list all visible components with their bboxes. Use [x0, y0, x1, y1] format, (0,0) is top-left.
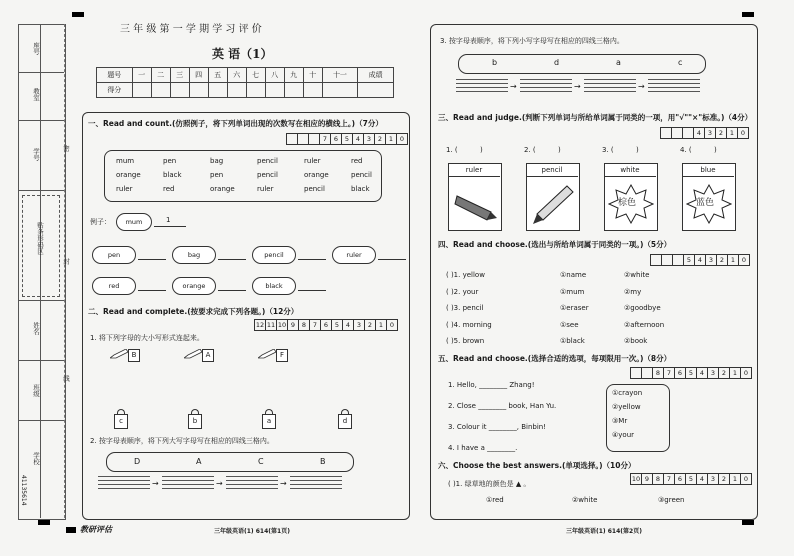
- score-box[interactable]: 9: [641, 474, 652, 484]
- score-box[interactable]: 0: [386, 320, 397, 330]
- score-table-entry-cell[interactable]: [170, 83, 189, 98]
- example-answer: 1: [166, 216, 171, 224]
- score-box[interactable]: 6: [674, 474, 685, 484]
- fill-option: ④your: [612, 431, 635, 439]
- example-cloud: mum: [116, 213, 152, 231]
- score-table-entry-cell[interactable]: [322, 83, 358, 98]
- word-cell: pen: [210, 171, 224, 179]
- score-box[interactable]: 1: [729, 474, 740, 484]
- score-box[interactable]: 0: [396, 134, 407, 144]
- score-table-header-cell: 七: [246, 68, 265, 83]
- judge-word: white: [620, 166, 640, 174]
- word-cell: pencil: [351, 171, 372, 179]
- exam-title: 三 年 级 第 一 学 期 学 习 评 价: [120, 24, 262, 35]
- section6-score-boxes: [630, 473, 752, 485]
- lowercase-lock[interactable]: d: [338, 414, 352, 429]
- score-box[interactable]: 8: [298, 320, 309, 330]
- arrow-icon: →: [510, 82, 517, 91]
- name-label: 姓名: [32, 322, 40, 335]
- score-box[interactable]: 4: [696, 368, 707, 378]
- score-box[interactable]: 4: [342, 320, 353, 330]
- word-cell: orange: [210, 185, 235, 193]
- word-cell: black: [163, 171, 182, 179]
- color-word-cn: 棕色: [618, 198, 637, 208]
- score-box[interactable]: 7: [663, 368, 674, 378]
- word-cloud: ruler: [332, 246, 376, 264]
- choice-question[interactable]: ( )5. brown: [446, 337, 485, 345]
- choice-option-b[interactable]: ②white: [624, 271, 650, 279]
- score-box[interactable]: [651, 255, 661, 265]
- mc-option[interactable]: ①red: [486, 496, 504, 504]
- score-table-entry-cell[interactable]: [358, 83, 394, 98]
- score-box[interactable]: 2: [718, 474, 729, 484]
- paper-code: 41135614: [20, 475, 27, 506]
- choice-question[interactable]: ( )2. your: [446, 287, 479, 296]
- score-table-entry-cell[interactable]: [284, 83, 303, 98]
- footer-right-page: 三年级英语(1) 614(第2页): [566, 528, 642, 535]
- judge-close: ): [480, 146, 483, 154]
- section4-score-boxes: [650, 254, 750, 266]
- score-box[interactable]: 2: [374, 134, 385, 144]
- registration-mark: [72, 12, 84, 17]
- banner-letter: b: [492, 58, 498, 67]
- example-label: 例子：: [90, 218, 111, 226]
- score-table-row-label: 得分: [97, 83, 133, 98]
- four-line-grid[interactable]: [162, 476, 214, 492]
- word-cell: black: [351, 185, 370, 193]
- section2-score-boxes: [254, 319, 398, 331]
- choice-option-a[interactable]: ①eraser: [560, 304, 589, 312]
- seal-mark: 密: [62, 145, 70, 152]
- answer-line[interactable]: [138, 290, 166, 291]
- score-box[interactable]: 3: [705, 255, 716, 265]
- score-box[interactable]: 7: [319, 134, 330, 144]
- score-box[interactable]: 10: [631, 475, 641, 483]
- score-table-header-cell: 十: [303, 68, 322, 83]
- color-word-cn: 蓝色: [696, 198, 715, 208]
- banner-letter: a: [616, 58, 621, 67]
- section3-score-boxes: [660, 127, 749, 139]
- crayon-icon: [453, 184, 497, 224]
- score-table-entry-cell[interactable]: [227, 83, 246, 98]
- four-line-grid[interactable]: [648, 79, 700, 95]
- score-box[interactable]: 0: [740, 368, 751, 378]
- score-box[interactable]: 5: [683, 255, 694, 265]
- seal-mark: 线: [62, 375, 70, 382]
- answer-line[interactable]: [378, 259, 406, 260]
- fill-option: ②yellow: [612, 403, 641, 411]
- score-box[interactable]: 0: [740, 474, 751, 484]
- section2-q2: 2. 按字母表顺序，将下列大写字母写在相应的四线三格内。: [90, 437, 274, 445]
- judge-word: blue: [700, 166, 716, 174]
- score-box[interactable]: 3: [707, 474, 718, 484]
- arrow-icon: →: [216, 479, 223, 488]
- score-box[interactable]: 4: [693, 128, 704, 138]
- score-table-entry-cell[interactable]: [303, 83, 322, 98]
- score-box[interactable]: 3: [704, 128, 715, 138]
- fill-question[interactable]: 1. Hello, ________ Zhang!: [448, 381, 535, 389]
- score-box[interactable]: [631, 368, 641, 378]
- score-box[interactable]: 6: [320, 320, 331, 330]
- score-box[interactable]: 7: [663, 474, 674, 484]
- class-label: 班级: [32, 384, 40, 397]
- word-cloud: black: [252, 277, 296, 295]
- barcode-label: 贴条形码区: [36, 222, 44, 255]
- word-cell: orange: [116, 171, 141, 179]
- banner-letter: B: [320, 457, 326, 466]
- uppercase-letter-card[interactable]: B: [128, 349, 140, 362]
- word-cell: red: [351, 157, 363, 165]
- score-box[interactable]: 3: [707, 368, 718, 378]
- section6-title: 六、Choose the best answers.(单项选择。)（10分）: [438, 461, 636, 470]
- banner-letter: D: [134, 457, 141, 466]
- score-box[interactable]: [287, 134, 297, 144]
- score-box[interactable]: [661, 128, 671, 138]
- score-table-header-cell: 五: [208, 68, 227, 83]
- word-cell: ruler: [304, 157, 321, 165]
- judge-number[interactable]: 2. (: [524, 146, 536, 154]
- uppercase-letter-card[interactable]: F: [276, 349, 288, 362]
- judge-word: ruler: [465, 166, 483, 174]
- score-box[interactable]: [682, 128, 693, 138]
- classroom-label: 教室: [32, 88, 40, 101]
- subject-title: 英 语（1）: [212, 47, 273, 61]
- card-divider: [448, 176, 500, 177]
- score-box[interactable]: 4: [694, 255, 705, 265]
- word-cell: pencil: [257, 171, 278, 179]
- score-table-entry-cell[interactable]: [132, 83, 151, 98]
- word-cloud: pencil: [252, 246, 296, 264]
- score-table-header-cell: 九: [284, 68, 303, 83]
- registration-mark: [742, 12, 754, 17]
- student-id-label: 学号: [32, 148, 40, 161]
- score-box[interactable]: 8: [652, 474, 663, 484]
- score-table-header-cell: 十一: [322, 68, 358, 83]
- score-table-header-cell: 题号: [97, 68, 133, 83]
- word-cell: pencil: [304, 185, 325, 193]
- score-table-entry-cell[interactable]: [265, 83, 284, 98]
- score-box[interactable]: 9: [287, 320, 298, 330]
- fill-question[interactable]: 3. Colour it ________, Binbin!: [448, 423, 547, 431]
- choice-option-a[interactable]: ①black: [560, 337, 585, 345]
- score-box[interactable]: 1: [727, 255, 738, 265]
- judge-close: ): [558, 146, 561, 154]
- word-grid: [104, 150, 382, 202]
- judge-number[interactable]: 3. (: [602, 146, 614, 154]
- score-table-header-cell: 二: [151, 68, 170, 83]
- four-line-grid[interactable]: [584, 79, 636, 95]
- choice-option-a[interactable]: ①name: [560, 271, 587, 279]
- section5-score-boxes: [630, 367, 752, 379]
- score-box[interactable]: [297, 134, 308, 144]
- section4-title: 四、Read and choose.(选出与所给单词属于同类的一项。)（5分）: [438, 240, 672, 249]
- section3-title: 三、Read and judge.(判断下列单词与所给单词属于同类的一项，用"√""×"标准。)（4分）: [438, 113, 753, 122]
- score-box[interactable]: 1: [729, 368, 740, 378]
- word-cell: ruler: [116, 185, 133, 193]
- choice-option-b[interactable]: ②my: [624, 287, 642, 296]
- lowercase-lock[interactable]: a: [262, 414, 276, 429]
- footer-brand: 教研评估: [80, 525, 112, 534]
- choice-question[interactable]: ( )3. pencil: [446, 304, 484, 312]
- word-cell: mum: [116, 157, 135, 165]
- footer-left-page: 三年级英语(1) 614(第1页): [214, 528, 290, 535]
- fill-question[interactable]: 4. I have a ________.: [448, 444, 518, 452]
- score-box[interactable]: 10: [277, 321, 287, 329]
- score-box[interactable]: 4: [352, 134, 363, 144]
- score-box[interactable]: [661, 255, 672, 265]
- word-cloud: orange: [172, 277, 216, 295]
- score-box[interactable]: [641, 368, 652, 378]
- choice-option-a[interactable]: ①see: [560, 320, 579, 329]
- word-cell: orange: [304, 171, 329, 179]
- card-divider: [526, 176, 578, 177]
- banner-letter: A: [196, 457, 202, 466]
- section5-title: 五、Read and choose.(选择合适的选项，每项限用一次。)（8分）: [438, 354, 672, 363]
- judge-close: ): [714, 146, 717, 154]
- registration-mark: [38, 520, 50, 525]
- score-box[interactable]: 12: [255, 321, 265, 329]
- section1-score-boxes: [286, 133, 408, 145]
- arrow-icon: →: [638, 82, 645, 91]
- score-box[interactable]: 7: [309, 320, 320, 330]
- score-box[interactable]: [308, 134, 319, 144]
- score-box[interactable]: 8: [652, 368, 663, 378]
- answer-line[interactable]: [218, 259, 246, 260]
- pencil-icon: [110, 349, 128, 359]
- four-line-grid[interactable]: [226, 476, 278, 492]
- score-table-entry-cell[interactable]: [189, 83, 208, 98]
- score-box[interactable]: 1: [726, 128, 737, 138]
- score-box[interactable]: 5: [331, 320, 342, 330]
- fill-option: ①crayon: [612, 389, 643, 397]
- word-cell: pencil: [257, 157, 278, 165]
- choice-option-a[interactable]: ①mum: [560, 287, 585, 296]
- score-box[interactable]: 5: [685, 474, 696, 484]
- judge-number[interactable]: 1. (: [446, 146, 458, 154]
- score-box[interactable]: 5: [685, 368, 696, 378]
- word-cloud: bag: [172, 246, 216, 264]
- score-box[interactable]: 11: [266, 321, 276, 329]
- card-divider: [682, 176, 734, 177]
- card-divider: [604, 176, 656, 177]
- score-box[interactable]: 6: [674, 368, 685, 378]
- word-cloud: red: [92, 277, 136, 295]
- banner-letter: c: [678, 58, 683, 67]
- section6-q1: ( )1. 绿草地的颜色是 ▲ 。: [448, 480, 531, 488]
- score-table-header-cell: 一: [132, 68, 151, 83]
- score-table-header-cell: 八: [265, 68, 284, 83]
- score-box[interactable]: 3: [363, 134, 374, 144]
- score-table-entry-cell[interactable]: [208, 83, 227, 98]
- four-line-grid[interactable]: [98, 476, 150, 492]
- answer-line[interactable]: [138, 259, 166, 260]
- answer-line[interactable]: [298, 290, 326, 291]
- school-label: 学校: [32, 452, 40, 465]
- right-q3: 3. 按字母表顺序，将下列小写字母写在相应的四线三格内。: [440, 37, 624, 45]
- judge-close: ): [636, 146, 639, 154]
- mc-option[interactable]: ②white: [572, 496, 598, 504]
- pencil-icon: [258, 349, 276, 359]
- score-table-header-cell: 成绩: [358, 68, 394, 83]
- judge-word: pencil: [541, 166, 563, 174]
- section2-q1: 1. 将下列字母的大小写形式连起来。: [90, 334, 204, 342]
- score-box[interactable]: 2: [364, 320, 375, 330]
- uppercase-letter-card[interactable]: A: [202, 349, 214, 362]
- choice-option-b[interactable]: ②goodbye: [624, 304, 661, 312]
- score-table-header-cell: 六: [227, 68, 246, 83]
- choice-option-b[interactable]: ②afternoon: [624, 320, 665, 329]
- score-table: [96, 67, 394, 98]
- fill-option: ③Mr: [612, 417, 628, 425]
- answer-line[interactable]: [218, 290, 246, 291]
- letter-banner: [106, 452, 354, 472]
- score-box[interactable]: 2: [718, 368, 729, 378]
- arrow-icon: →: [280, 479, 287, 488]
- fill-question[interactable]: 2. Close ________ book, Han Yu.: [448, 402, 557, 410]
- pencil-icon: [531, 184, 575, 224]
- score-table-entry-cell[interactable]: [246, 83, 265, 98]
- score-box[interactable]: 3: [353, 320, 364, 330]
- word-cell: red: [163, 185, 175, 193]
- score-box[interactable]: 0: [738, 255, 749, 265]
- choice-question[interactable]: ( )1. yellow: [446, 271, 485, 279]
- arrow-icon: →: [152, 479, 159, 488]
- four-line-grid[interactable]: [520, 79, 572, 95]
- judge-number[interactable]: 4. (: [680, 146, 692, 154]
- score-box[interactable]: 0: [737, 128, 748, 138]
- answer-line[interactable]: [298, 259, 326, 260]
- lowercase-lock[interactable]: c: [114, 414, 128, 429]
- score-box[interactable]: 2: [716, 255, 727, 265]
- score-box[interactable]: 4: [696, 474, 707, 484]
- score-box[interactable]: 5: [341, 134, 352, 144]
- score-box[interactable]: 2: [715, 128, 726, 138]
- word-cell: bag: [210, 157, 224, 165]
- section1-title: 一、Read and count.(仿照例子，将下列单词出现的次数写在相应的横线上。)（7分）: [88, 119, 383, 128]
- score-box[interactable]: [672, 255, 683, 265]
- word-cell: pen: [163, 157, 177, 165]
- score-box[interactable]: 1: [375, 320, 386, 330]
- choice-option-b[interactable]: ②book: [624, 337, 648, 345]
- score-box[interactable]: 6: [330, 134, 341, 144]
- arrow-icon: →: [574, 82, 581, 91]
- lowercase-lock[interactable]: b: [188, 414, 202, 429]
- score-table-header-cell: 四: [189, 68, 208, 83]
- word-cell: ruler: [257, 185, 274, 193]
- pencil-icon: [184, 349, 202, 359]
- word-cloud: pen: [92, 246, 136, 264]
- seal-mark: 封: [62, 258, 70, 265]
- score-table-entry-cell[interactable]: [151, 83, 170, 98]
- score-box[interactable]: 1: [385, 134, 396, 144]
- four-line-grid[interactable]: [290, 476, 342, 492]
- seat-label: 座号: [32, 42, 40, 55]
- choice-question[interactable]: ( )4. morning: [446, 320, 492, 329]
- section2-title: 二、Read and complete.(按要求完成下列各题。)（12分）: [88, 307, 299, 316]
- score-box[interactable]: [671, 128, 682, 138]
- banner-letter: d: [554, 58, 560, 67]
- score-table-header-cell: 三: [170, 68, 189, 83]
- registration-mark: [742, 520, 754, 525]
- mc-option[interactable]: ③green: [658, 496, 685, 504]
- banner-letter: C: [258, 457, 264, 466]
- four-line-grid[interactable]: [456, 79, 508, 95]
